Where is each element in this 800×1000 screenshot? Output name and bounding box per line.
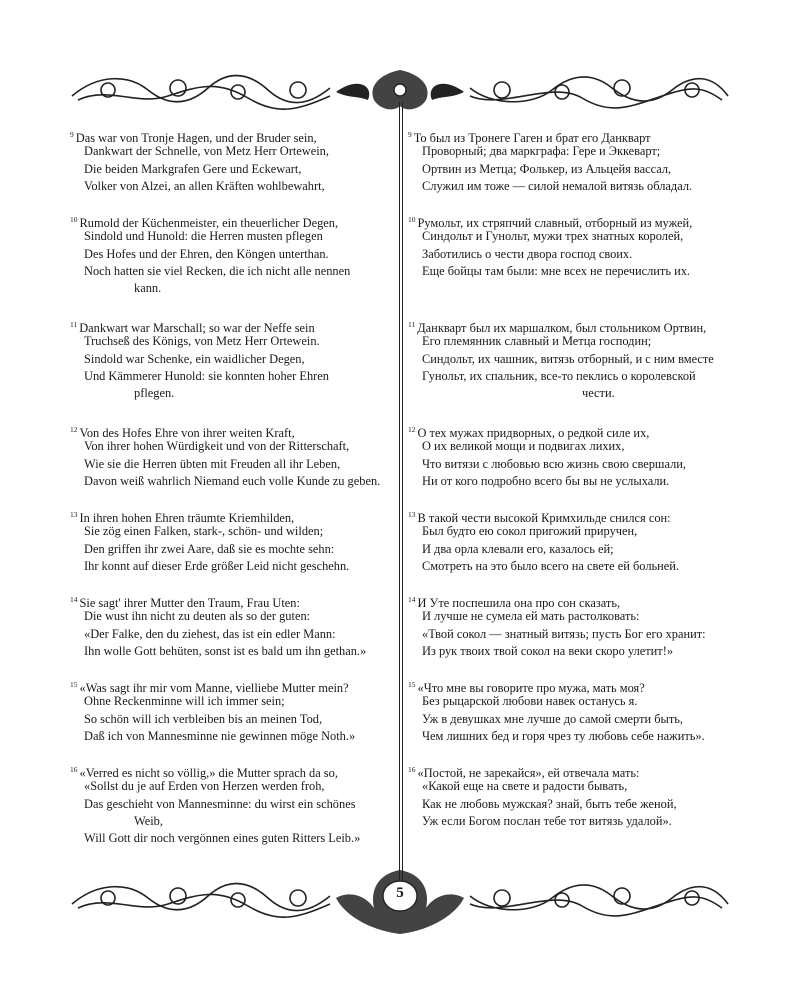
stanza xyxy=(70,506,349,575)
verse-line xyxy=(70,438,380,455)
verse-line xyxy=(70,473,380,490)
verse-line xyxy=(408,591,706,608)
verse-text: И Уте поспешила она про сон сказать, xyxy=(417,596,621,610)
verse-line xyxy=(408,728,705,745)
verse-line xyxy=(408,333,714,350)
verse-text: Und Kämmerer Hunold: sie konnten hoher Ehren xyxy=(84,368,329,383)
stanza-number: 14 xyxy=(70,595,78,604)
stanza xyxy=(408,591,706,660)
verse-line xyxy=(70,778,360,795)
verse-line xyxy=(408,558,679,575)
verse-text: «Der Falke, den du ziehest, das ist ein edler Mann: xyxy=(84,626,336,641)
verse-line xyxy=(408,711,705,728)
verse-text: Die beiden Markgrafen Gere und Eckewart, xyxy=(84,161,302,176)
verse-line xyxy=(70,228,350,245)
stanza xyxy=(408,316,714,402)
verse-text: Как не любовь мужская? знай, быть тебе женой, xyxy=(422,796,677,811)
verse-text: Уж если Богом послан тебе тот витязь удалой». xyxy=(422,813,672,828)
verse-line xyxy=(408,693,705,710)
verse-line xyxy=(408,351,714,368)
stanza xyxy=(408,761,677,830)
verse-line xyxy=(70,523,349,540)
verse-text: Служил им тоже — силой немалой витязь обладал. xyxy=(422,178,693,193)
verse-line xyxy=(70,626,366,643)
verse-line xyxy=(408,211,692,228)
verse-line xyxy=(408,796,677,813)
verse-text: Das war von Tronje Hagen, und der Bruder sein, xyxy=(75,131,317,145)
verse-text: Заботились о чести двора господ своих. xyxy=(422,246,633,261)
stanza xyxy=(408,211,692,280)
stanza xyxy=(408,506,679,575)
verse-line xyxy=(408,126,692,143)
verse-line xyxy=(70,711,355,728)
verse-text: Что витязи с любовью всю жизнь свою свершали, xyxy=(422,456,686,471)
verse-text: И два орла клевали его, казалось ей; xyxy=(422,541,614,556)
verse-text: Без рыцарской любови навек останусь я. xyxy=(422,694,638,709)
verse-line xyxy=(70,643,366,660)
verse-text: «Что мне вы говорите про мужа, мать моя? xyxy=(417,681,645,695)
verse-text: В такой чести высокой Кримхильде снился сон: xyxy=(417,511,671,525)
verse-line xyxy=(408,228,692,245)
verse-line xyxy=(408,608,706,625)
verse-text: «Verred es nicht so völlig,» die Mutter sprach da so, xyxy=(79,766,338,780)
verse-text: Из рук твоих твой сокол на веки скоро улетит!» xyxy=(422,643,674,658)
stanza xyxy=(70,126,329,195)
verse-line xyxy=(408,643,706,660)
verse-text: Noch hatten sie viel Recken, die ich nicht alle nennen xyxy=(84,263,351,278)
verse-text: «Постой, не зарекайся», ей отвечала мать: xyxy=(417,766,640,780)
verse-text: In ihren hohen Ehren träumte Kriemhilden, xyxy=(79,511,295,525)
stanza xyxy=(70,591,366,660)
stanza-number: 13 xyxy=(70,510,78,519)
stanza-number: 14 xyxy=(408,595,416,604)
verse-text: Ihn wolle Gott behüten, sonst ist es bald um ihn gethan.» xyxy=(84,643,367,658)
stanza-number: 15 xyxy=(70,680,78,689)
verse-text: Ohne Reckenminne will ich immer sein; xyxy=(84,694,285,709)
verse-text: Will Gott dir noch vergönnen eines guten Ritters Leib.» xyxy=(84,831,361,846)
verse-text: И лучше не сумела ей мать растолковать: xyxy=(422,609,640,624)
verse-line xyxy=(408,541,679,558)
verse-line xyxy=(70,608,366,625)
verse-text: Wie sie die Herren übten mit Freuden all ihr Leben, xyxy=(84,456,341,471)
verse-line xyxy=(70,506,349,523)
stanza-number: 10 xyxy=(70,215,78,224)
verse-text: Еще бойцы там были: мне всех не перечислить их. xyxy=(422,263,691,278)
verse-text: О тех мужах придворных, о редкой силе их, xyxy=(417,426,650,440)
verse-text: Sie sagt' ihrer Mutter den Traum, Frau Uten: xyxy=(79,596,300,610)
stanza xyxy=(408,676,705,745)
verse-text: Daß ich von Mannesminne nie gewinnen möge Noth.» xyxy=(84,728,356,743)
verse-line xyxy=(70,676,355,693)
verse-text: Ортвин из Метца; Фолькер, из Альцейя вассал, xyxy=(422,161,672,176)
verse-line xyxy=(70,333,329,350)
verse-text: Des Hofes und der Ehren, den Köngen unterthan. xyxy=(84,246,329,261)
stanza-number: 16 xyxy=(70,765,78,774)
verse-text: Его племянник славный и Метца господин; xyxy=(422,334,652,349)
verse-line xyxy=(70,161,329,178)
verse-text: Ни от кого подробно всего бы вы не услыхали. xyxy=(422,473,670,488)
verse-line xyxy=(70,693,355,710)
stanza xyxy=(70,316,329,402)
verse-text: Был будто ею сокол пригожий приручен, xyxy=(422,524,638,539)
verse-line xyxy=(70,421,380,438)
verse-line xyxy=(408,178,692,195)
verse-continuation: чести. xyxy=(582,386,615,401)
verse-text: Румольт, их стряпчий славный, отборный из мужей, xyxy=(417,216,693,230)
stanza-number: 11 xyxy=(70,320,78,329)
verse-text: Уж в девушках мне лучше до самой смерти быть, xyxy=(422,711,684,726)
verse-text: Rumold der Küchenmeister, ein theuerlicher Degen, xyxy=(79,216,339,230)
verse-line xyxy=(70,728,355,745)
stanza-number: 12 xyxy=(408,425,416,434)
stanza-number: 12 xyxy=(70,425,78,434)
stanza-number: 11 xyxy=(408,320,416,329)
verse-line xyxy=(70,316,329,333)
verse-text: «Какой еще на свете и радости бывать, xyxy=(422,779,628,794)
stanza-number: 9 xyxy=(70,130,74,139)
verse-text: Die wust ihn nicht zu deuten als so der guten: xyxy=(84,609,311,624)
verse-line xyxy=(70,143,329,160)
page-number: 5 xyxy=(396,885,404,901)
verse-text: Синдольт, их чашник, витязь отборный, и с ним вместе xyxy=(422,351,714,366)
verse-text: Ihr konnt auf dieser Erde größer Leid nicht geschehn. xyxy=(84,558,350,573)
verse-line xyxy=(70,126,329,143)
verse-line xyxy=(70,558,349,575)
verse-line xyxy=(70,178,329,195)
verse-text: «Was sagt ihr mir vom Manne, vielliebe Mutter mein? xyxy=(79,681,349,695)
verse-line xyxy=(408,143,692,160)
verse-text: Davon weiß wahrlich Niemand euch volle Kunde zu geben. xyxy=(84,473,381,488)
verse-continuation: kann. xyxy=(134,281,162,296)
verse-text: Das geschieht von Mannesminne: du wirst ein schönes xyxy=(84,796,356,811)
verse-line xyxy=(408,421,686,438)
verse-text: Sindold war Schenke, ein waidlicher Degen, xyxy=(84,351,305,366)
verse-text: So schön will ich verbleiben bis an meinen Tod, xyxy=(84,711,323,726)
verse-text: Проворный; два маркграфа: Гере и Эккеварт; xyxy=(422,144,661,159)
verse-line xyxy=(70,591,366,608)
verse-line xyxy=(70,456,380,473)
verse-line xyxy=(70,246,350,263)
verse-line xyxy=(408,778,677,795)
verse-line xyxy=(408,676,705,693)
verse-continuation: pflegen. xyxy=(134,386,175,401)
verse-line xyxy=(70,368,329,385)
verse-line xyxy=(70,211,350,228)
verse-text: Синдольт и Гунольт, мужи трех знатных королей, xyxy=(422,229,684,244)
verse-line xyxy=(408,438,686,455)
stanza-number: 13 xyxy=(408,510,416,519)
verse-text: О их великой мощи и подвигах лихих, xyxy=(422,439,625,454)
stanza xyxy=(70,421,380,490)
verse-text: Данкварт был их маршалком, был стольником Ортвин, xyxy=(417,321,707,335)
verse-text: «Твой сокол — знатный витязь; пусть Бог его хранит: xyxy=(422,626,706,641)
stanza xyxy=(70,211,350,297)
stanza xyxy=(70,761,360,847)
verse-line xyxy=(408,523,679,540)
stanza-number: 15 xyxy=(408,680,416,689)
verse-line xyxy=(408,316,714,333)
verse-text: Смотреть на это было всего на свете ей больней. xyxy=(422,558,680,573)
stanza-number: 16 xyxy=(408,765,416,774)
verse-text: Гунольт, их спальник, все-то пеклись о королевской xyxy=(422,368,696,383)
verse-text: То был из Тронеге Гаген и брат его Данкварт xyxy=(413,131,651,145)
verse-text: Dankwart war Marschall; so war der Neffe sein xyxy=(79,321,315,335)
stanza-number: 9 xyxy=(408,130,412,139)
verse-text: «Sollst du je auf Erden von Herzen werden froh, xyxy=(84,779,325,794)
verse-line xyxy=(70,351,329,368)
stanza xyxy=(70,676,355,745)
verse-text: Чем лишних бед и горя чрез ту любовь себе нажить». xyxy=(422,728,705,743)
verse-line xyxy=(408,456,686,473)
stanza xyxy=(408,421,686,490)
stanza-number: 10 xyxy=(408,215,416,224)
verse-text: Den griffen ihr zwei Aare, daß sie es mochte sehn: xyxy=(84,541,335,556)
verse-line xyxy=(408,626,706,643)
verse-text: Von des Hofes Ehre von ihrer weiten Kraft, xyxy=(79,426,295,440)
verse-text: Von ihrer hohen Würdigkeit und von der Ritterschaft, xyxy=(84,439,350,454)
verse-line xyxy=(70,761,360,778)
verse-line xyxy=(408,761,677,778)
verse-text: Sie zög einen Falken, stark-, schön- und wilden; xyxy=(84,524,324,539)
verse-line xyxy=(70,541,349,558)
verse-line xyxy=(408,506,679,523)
verse-line xyxy=(408,161,692,178)
verse-line xyxy=(408,368,714,385)
verse-text: Sindold und Hunold: die Herren musten pflegen xyxy=(84,229,323,244)
verse-continuation: Weib, xyxy=(134,813,163,828)
verse-line xyxy=(408,246,692,263)
verse-text: Dankwart der Schnelle, von Metz Herr Ortewein, xyxy=(84,144,329,159)
verse-line xyxy=(70,263,350,280)
verse-line xyxy=(408,263,692,280)
verse-line xyxy=(70,796,360,813)
verse-text: Truchseß des Königs, von Metz Herr Ortewein. xyxy=(84,334,320,349)
column-divider xyxy=(399,102,403,880)
verse-line xyxy=(70,830,360,847)
verse-text: Volker von Alzei, an allen Kräften wohlbewahrt, xyxy=(84,178,325,193)
verse-line xyxy=(408,473,686,490)
stanza xyxy=(408,126,692,195)
verse-line xyxy=(408,813,677,830)
